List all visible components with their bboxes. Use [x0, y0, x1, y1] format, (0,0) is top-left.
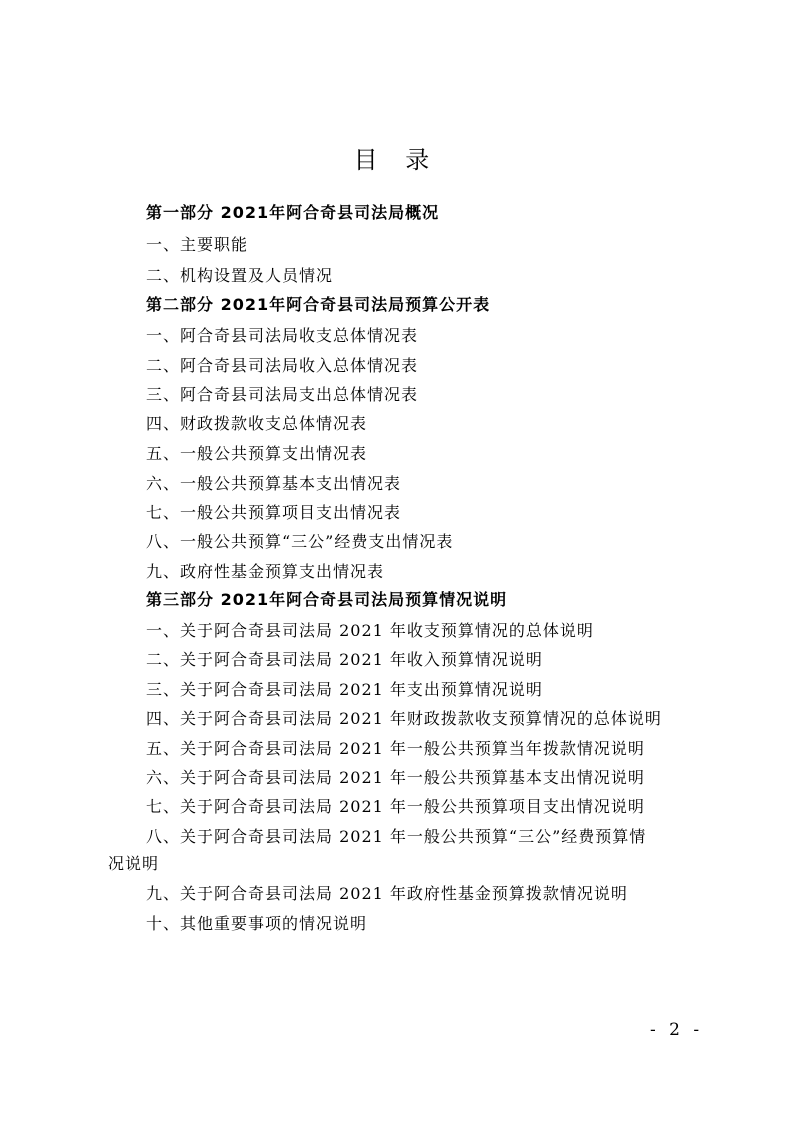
- toc-part-3: 第三部分 2021年阿合奇县司法局预算情况说明: [146, 590, 508, 609]
- toc-item: 三、关于阿合奇县司法局 2021 年支出预算情况说明: [146, 680, 543, 699]
- toc-item: 四、财政拨款收支总体情况表: [146, 414, 368, 433]
- toc-item: 七、一般公共预算项目支出情况表: [146, 503, 402, 522]
- toc-item: 九、政府性基金预算支出情况表: [146, 562, 385, 581]
- toc-item: 八、关于阿合奇县司法局 2021 年一般公共预算“三公”经费预算情: [146, 827, 647, 846]
- toc-part-1: 第一部分 2021年阿合奇县司法局概况: [146, 203, 440, 222]
- toc-item: 六、关于阿合奇县司法局 2021 年一般公共预算基本支出情况说明: [146, 768, 645, 787]
- toc-item: 二、阿合奇县司法局收入总体情况表: [146, 356, 419, 375]
- toc-item: 三、阿合奇县司法局支出总体情况表: [146, 385, 419, 404]
- toc-item: 一、关于阿合奇县司法局 2021 年收支预算情况的总体说明: [146, 621, 594, 640]
- toc-item: 一、主要职能: [146, 235, 249, 254]
- toc-item: 九、关于阿合奇县司法局 2021 年政府性基金预算拨款情况说明: [146, 884, 628, 903]
- toc-item: 五、关于阿合奇县司法局 2021 年一般公共预算当年拨款情况说明: [146, 739, 645, 758]
- toc-item: 十、其他重要事项的情况说明: [146, 914, 368, 933]
- toc-item: 四、关于阿合奇县司法局 2021 年财政拨款收支预算情况的总体说明: [146, 709, 662, 728]
- toc-item: 七、关于阿合奇县司法局 2021 年一般公共预算项目支出情况说明: [146, 797, 645, 816]
- page-number: - 2 -: [650, 1020, 704, 1040]
- toc-item: 一、阿合奇县司法局收支总体情况表: [146, 326, 419, 345]
- toc-part-2: 第二部分 2021年阿合奇县司法局预算公开表: [146, 295, 491, 314]
- toc-title: 目 录: [353, 146, 440, 174]
- toc-item: 二、关于阿合奇县司法局 2021 年收入预算情况说明: [146, 650, 543, 669]
- toc-item: 八、一般公共预算“三公”经费支出情况表: [146, 532, 454, 551]
- toc-item: 五、一般公共预算支出情况表: [146, 444, 368, 463]
- toc-item: 二、机构设置及人员情况: [146, 266, 334, 285]
- toc-item-continuation: 况说明: [108, 854, 160, 873]
- toc-item: 六、一般公共预算基本支出情况表: [146, 474, 402, 493]
